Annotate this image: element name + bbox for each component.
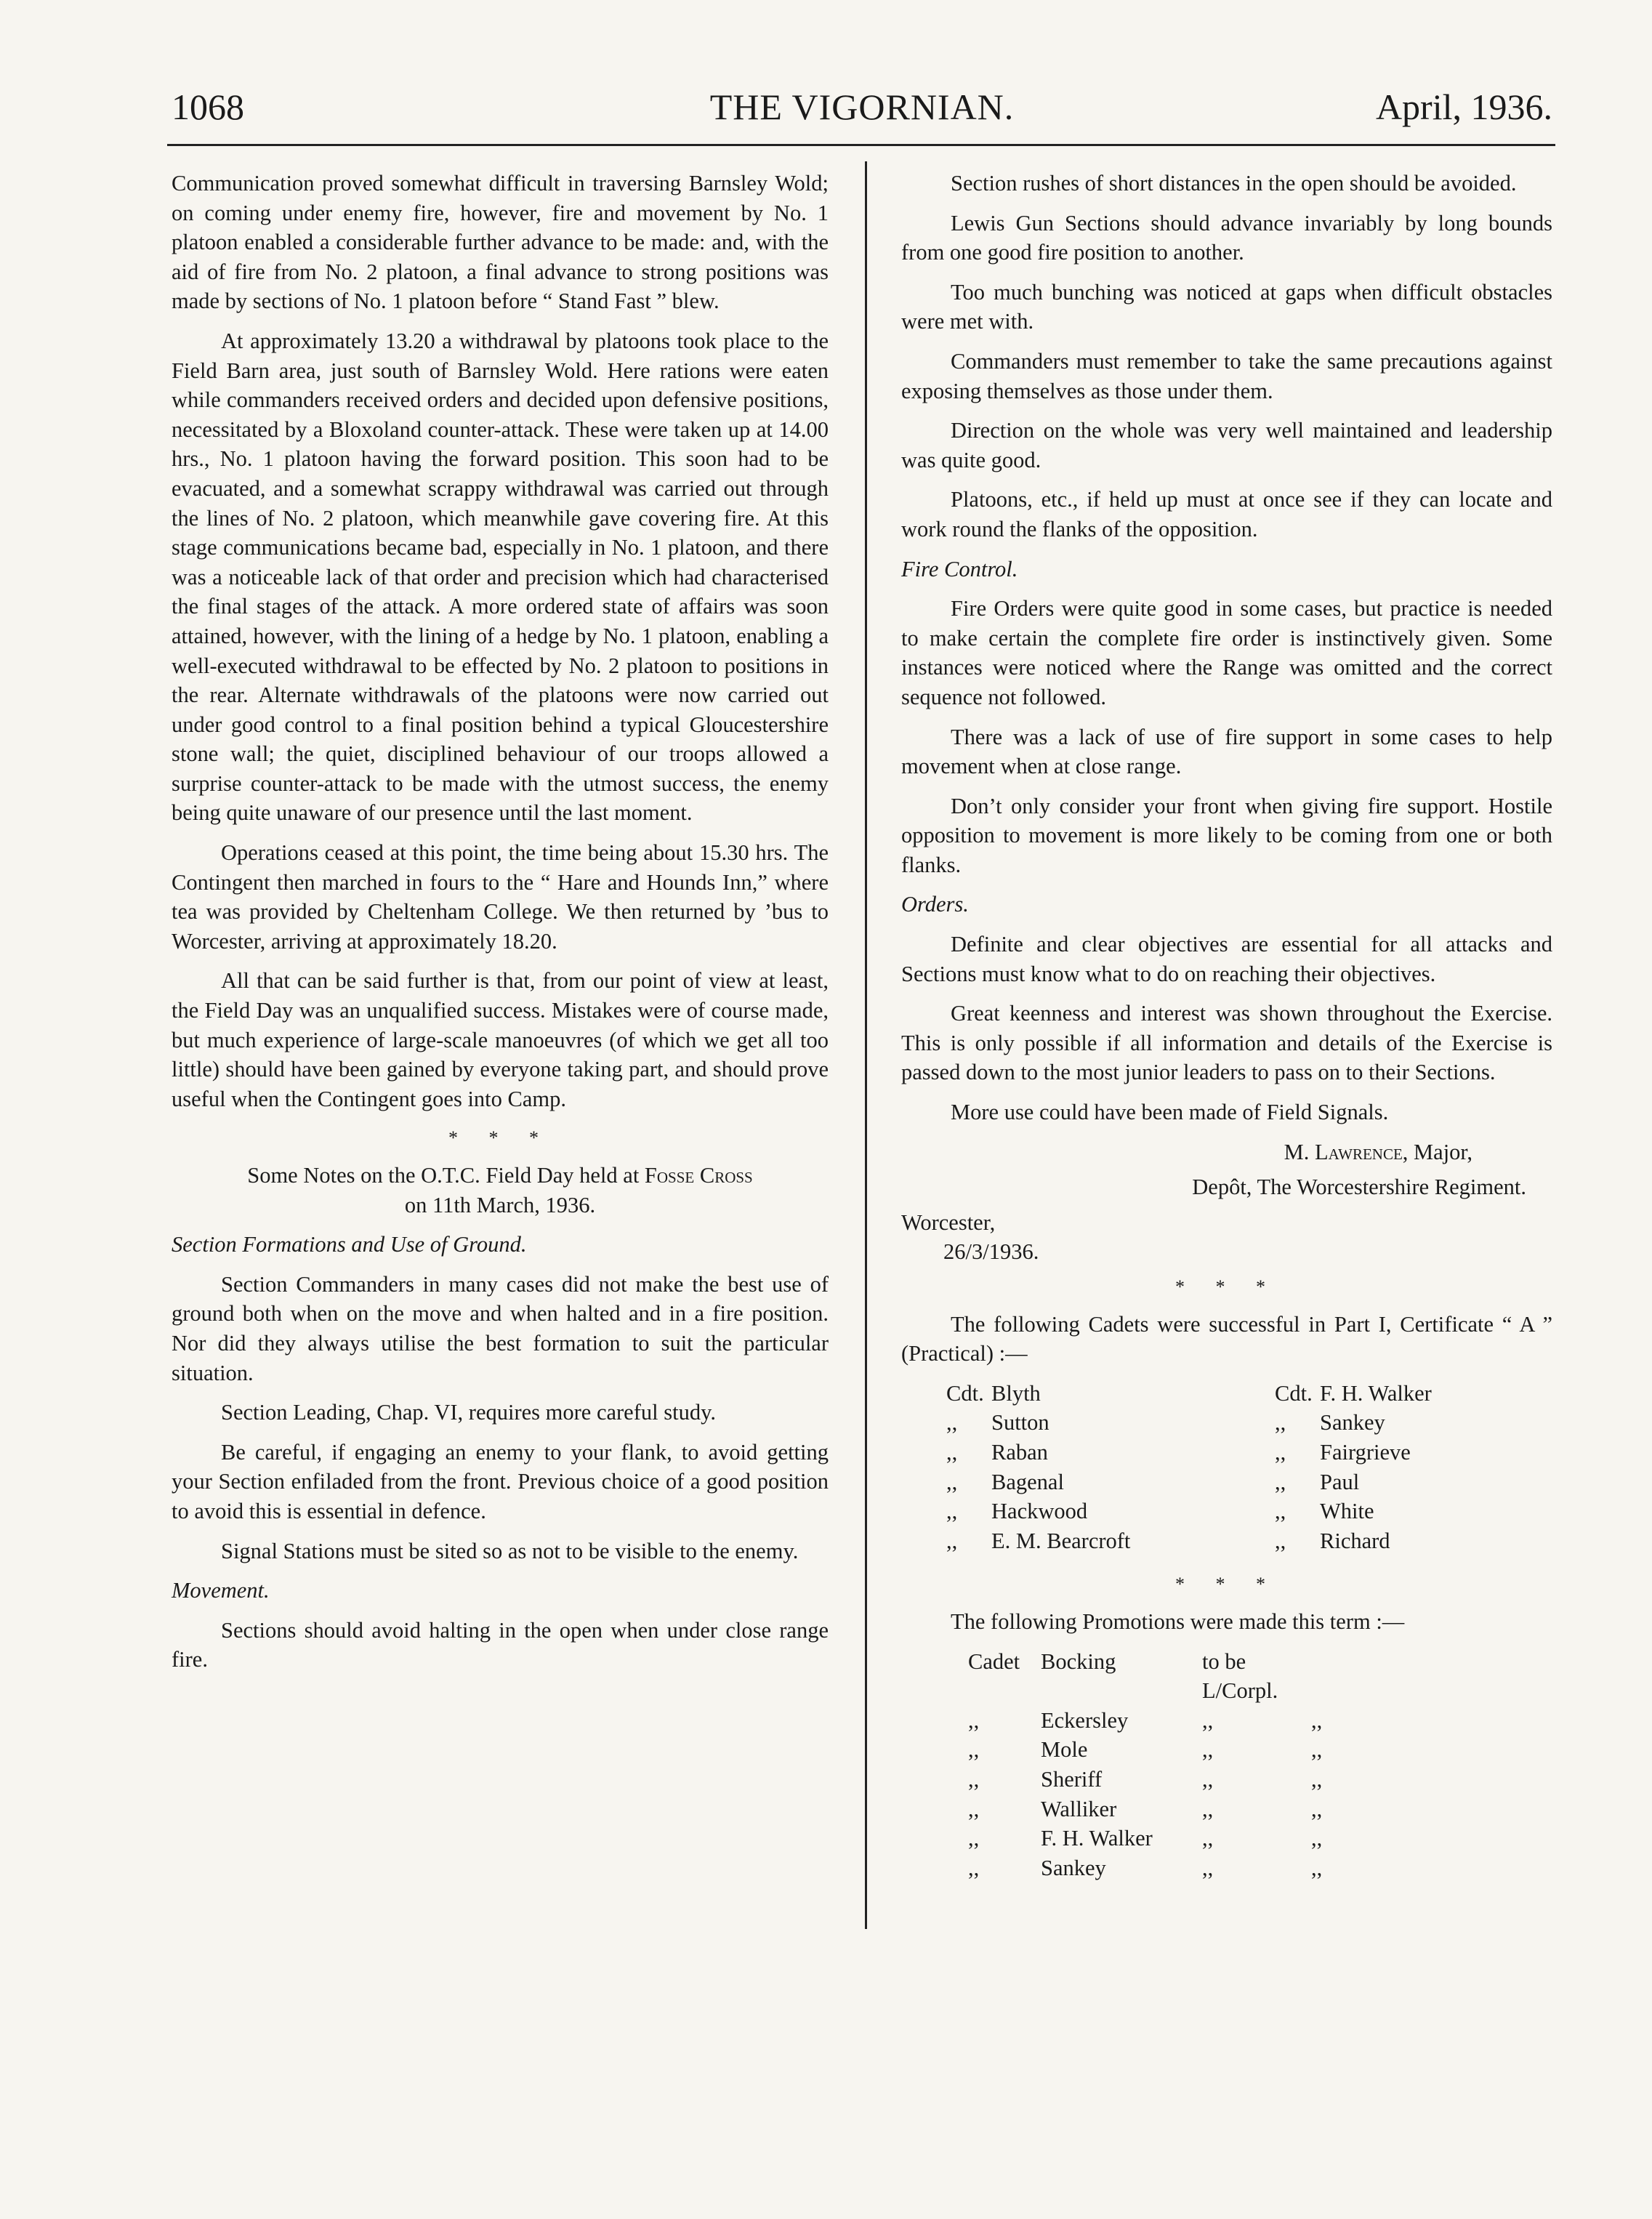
paragraph: Direction on the whole was very well maintained and leadership was quite good. — [901, 418, 1552, 472]
promotion-ditto: ,, — [1311, 1707, 1323, 1733]
cadet-name: F. H. Walker — [1320, 1380, 1432, 1406]
signature-name: M. Lawrence — [1284, 1139, 1403, 1164]
cadet-name: Raban — [991, 1439, 1048, 1465]
cadet-prefix: Cdt. — [1275, 1380, 1313, 1406]
paragraph: At approximately 13.20 a withdrawal by platoons took place to the Field Barn area, just south of Barnsley Wold. Here rations were eaten while commanders received orders and decided upon defensive positions, necessitated by a Bloxoland counter-attack. These were taken up at 14.00 hrs., No. 1 platoon having the forward position. This soon had to be evacuated, and a somewhat scrappy withdrawal was carried out through the lines of No. 2 platoon, which meanwhile gave covering fire. At this stage communications became bad, especially in No. 1 platoon, and there was a noticeable lack of that order and precision which had characterised the final stages of the attack. A more ordered state of affairs was soon attained, however, with the lining of a hedge by No. 1 platoon, enabling a well-executed withdrawal to be effected by No. 2 platoon to positions in the rear. Alternate withdrawals of the platoons were now carried out under good control to a final position behind a typical Gloucestershire stone wall; the quiet, disciplined behaviour of our troops allowed a surprise counter-attack to be made with the utmost success, the enemy being quite unaware of our presence until the last moment. — [172, 328, 829, 826]
cadet-row — [946, 1438, 1432, 1467]
promotion-name: Walliker — [1041, 1796, 1117, 1821]
signature-name-line — [901, 1137, 1472, 1167]
promotion-name: Eckersley — [1041, 1707, 1129, 1733]
cadet-name: Bagenal — [991, 1469, 1064, 1494]
cadet-prefix: ,, — [1275, 1528, 1286, 1553]
promotion-rank: ,, — [1202, 1737, 1214, 1763]
right-column — [901, 169, 1552, 1882]
section-separator: * * * — [1175, 1574, 1278, 1595]
promotion-ditto: ,, — [1311, 1855, 1323, 1880]
promotion-name: Sankey — [1041, 1855, 1106, 1880]
promotion-name: Bocking — [1041, 1648, 1116, 1674]
cadet-prefix: Cdt. — [946, 1380, 984, 1406]
promotions-intro: The following Promotions were made this term :— — [951, 1608, 1405, 1634]
promotion-row — [968, 1795, 1322, 1824]
paragraph: Lewis Gun Sections should advance invariably by long bounds from one good fire position to another. — [901, 210, 1552, 265]
paragraph: Commanders must remember to take the same precautions against exposing themselves as those under them. — [901, 348, 1552, 403]
cadet-prefix: ,, — [1275, 1410, 1286, 1435]
promotion-ditto: ,, — [1311, 1826, 1323, 1851]
paragraph: Section Leading, Chap. VI, requires more careful study. — [221, 1400, 716, 1425]
paragraph: Communication proved somewhat difficult in traversing Barnsley Wold; on coming under enemy fire, however, fire and movement by No. 1 platoon enabled a considerable further advance to be made: and, with the aid of fire from No. 2 platoon, a final advance to strong positions was made by sections of No. 1 platoon before “ Stand Fast ” blew. — [172, 171, 829, 314]
notes-heading-date: on 11th March, 1936. — [404, 1192, 596, 1217]
promotion-rank: ,, — [1202, 1766, 1214, 1792]
cadet-name: Paul — [1320, 1469, 1360, 1494]
paragraph: Platoons, etc., if held up must at once see if they can locate and work round the flanks of the opposition. — [901, 487, 1552, 541]
signature-unit: Depôt, The Worcestershire Regiment. — [1192, 1175, 1526, 1200]
paragraph: There was a lack of use of fire support in some cases to help movement when at close range. — [901, 724, 1552, 779]
promotion-ditto: ,, — [1311, 1796, 1323, 1821]
paragraph: Section rushes of short distances in the open should be avoided. — [951, 171, 1517, 196]
promotion-row — [968, 1647, 1322, 1706]
paragraph: Great keenness and interest was shown throughout the Exercise. This is only possible if all information and details of the Exercise is passed down to the most junior leaders to pass on to their Sections. — [901, 1001, 1552, 1085]
cadets-list — [946, 1379, 1432, 1556]
cadet-row — [946, 1497, 1432, 1526]
cadet-name: Fairgrieve — [1320, 1439, 1411, 1465]
promotion-prefix: ,, — [968, 1796, 980, 1821]
promotion-row — [968, 1735, 1322, 1765]
cadet-name: Hackwood — [991, 1499, 1088, 1524]
cadet-name: Sutton — [991, 1410, 1049, 1435]
cadet-prefix: ,, — [946, 1499, 958, 1524]
promotion-prefix: ,, — [968, 1707, 980, 1733]
cadet-row — [946, 1408, 1432, 1438]
cadet-name: Richard — [1320, 1528, 1390, 1553]
cadet-prefix: ,, — [1275, 1469, 1286, 1494]
cadet-prefix: ,, — [946, 1439, 958, 1465]
promotion-rank: to be L/Corpl. — [1202, 1648, 1278, 1704]
promotion-ditto: ,, — [1311, 1766, 1323, 1792]
promotions-list — [968, 1647, 1322, 1883]
subheading: Fire Control. — [901, 556, 1018, 581]
paragraph: Definite and clear objectives are essential for all attacks and Sections must know what to do on reaching their objectives. — [901, 932, 1552, 986]
promotion-name: F. H. Walker — [1041, 1826, 1153, 1851]
subheading: Movement. — [172, 1578, 270, 1603]
cadet-prefix: ,, — [1275, 1439, 1286, 1465]
promotion-row — [968, 1824, 1322, 1853]
paragraph: Too much bunching was noticed at gaps when difficult obstacles were met with. — [901, 279, 1552, 334]
cadet-name: Blyth — [991, 1380, 1041, 1406]
cadet-name: Sankey — [1320, 1410, 1385, 1435]
cadet-name: E. M. Bearcroft — [991, 1528, 1131, 1553]
running-header — [172, 86, 1552, 137]
promotion-rank: ,, — [1202, 1796, 1214, 1821]
promotion-name: Mole — [1041, 1737, 1088, 1763]
signature-date: 26/3/1936. — [943, 1239, 1039, 1265]
cadet-prefix: ,, — [1275, 1499, 1286, 1524]
paragraph: Be careful, if engaging an enemy to your flank, to avoid getting your Section enfiladed from the front. Previous choice of a good position to avoid this is essential in defence. — [172, 1439, 829, 1523]
promotion-prefix: ,, — [968, 1826, 980, 1851]
promotion-prefix: Cadet — [968, 1648, 1020, 1674]
paragraph: Section Commanders in many cases did not make the best use of ground both when on the move and when halted and in a fire position. Nor did they always utilise the best formation to suit the particular situation. — [172, 1271, 829, 1385]
promotion-row — [968, 1765, 1322, 1795]
column-divider — [865, 161, 867, 1929]
promotion-name: Sheriff — [1041, 1766, 1103, 1792]
cadet-name: White — [1320, 1499, 1374, 1524]
left-column — [172, 169, 829, 1685]
section-separator: * * * — [448, 1127, 552, 1149]
promotion-prefix: ,, — [968, 1737, 980, 1763]
publication-title: THE VIGORNIAN. — [709, 86, 1015, 127]
signature-rank: , Major, — [1402, 1139, 1472, 1164]
page-number: 1068 — [172, 86, 244, 127]
promotion-prefix: ,, — [968, 1766, 980, 1792]
cadets-intro: The following Cadets were successful in Part I, Certificate “ A ” (Practical) :— — [901, 1311, 1552, 1366]
notes-heading — [172, 1161, 829, 1220]
subheading: Section Formations and Use of Ground. — [172, 1232, 527, 1257]
subheading: Orders. — [901, 892, 969, 917]
paragraph: Fire Orders were quite good in some cases, but practice is needed to make certain the complete fire order is instinctively given. Some instances were noticed where the Range was omitted and the correct sequence not followed. — [901, 596, 1552, 709]
notes-heading-text: Some Notes on the O.T.C. Field Day held at — [247, 1163, 645, 1188]
promotion-rank: ,, — [1202, 1707, 1214, 1733]
paragraph: Signal Stations must be sited so as not to be visible to the enemy. — [221, 1538, 799, 1563]
cadet-prefix: ,, — [946, 1410, 958, 1435]
paragraph: More use could have been made of Field Signals. — [951, 1100, 1389, 1125]
promotion-prefix: ,, — [968, 1855, 980, 1880]
section-separator: * * * — [1175, 1276, 1278, 1297]
paragraph: Sections should avoid halting in the open when under close range fire. — [172, 1617, 829, 1672]
cadet-prefix: ,, — [946, 1528, 958, 1553]
paragraph: Don’t only consider your front when giving fire support. Hostile opposition to movement is more likely to be coming from one or both flanks. — [901, 793, 1552, 877]
promotion-row — [968, 1706, 1322, 1736]
cadet-row — [946, 1467, 1432, 1497]
promotion-ditto: ,, — [1311, 1737, 1323, 1763]
cadet-prefix: ,, — [946, 1469, 958, 1494]
issue-date: April, 1936. — [1375, 86, 1552, 127]
promotion-rank: ,, — [1202, 1855, 1214, 1880]
cadet-row — [946, 1526, 1432, 1556]
promotion-rank: ,, — [1202, 1826, 1214, 1851]
paragraph: Operations ceased at this point, the time being about 15.30 hrs. The Contingent then marched in fours to the “ Hare and Hounds Inn,” where tea was provided by Cheltenham College. We then returned by ’bus to Worcester, arriving at approximately 18.20. — [172, 840, 829, 954]
header-rule — [167, 144, 1555, 146]
cadet-row — [946, 1379, 1432, 1409]
paragraph: All that can be said further is that, from our point of view at least, the Field Day was an unqualified success. Mistakes were of course made, but much experience of large-scale manoeuvres (of which we get all too little) should have been gained by everyone taking part, and should prove useful when the Contingent goes into Camp. — [172, 968, 829, 1111]
signature-place: Worcester, — [901, 1209, 996, 1235]
promotion-row — [968, 1853, 1322, 1883]
notes-heading-place: Fosse Cross — [644, 1163, 753, 1188]
